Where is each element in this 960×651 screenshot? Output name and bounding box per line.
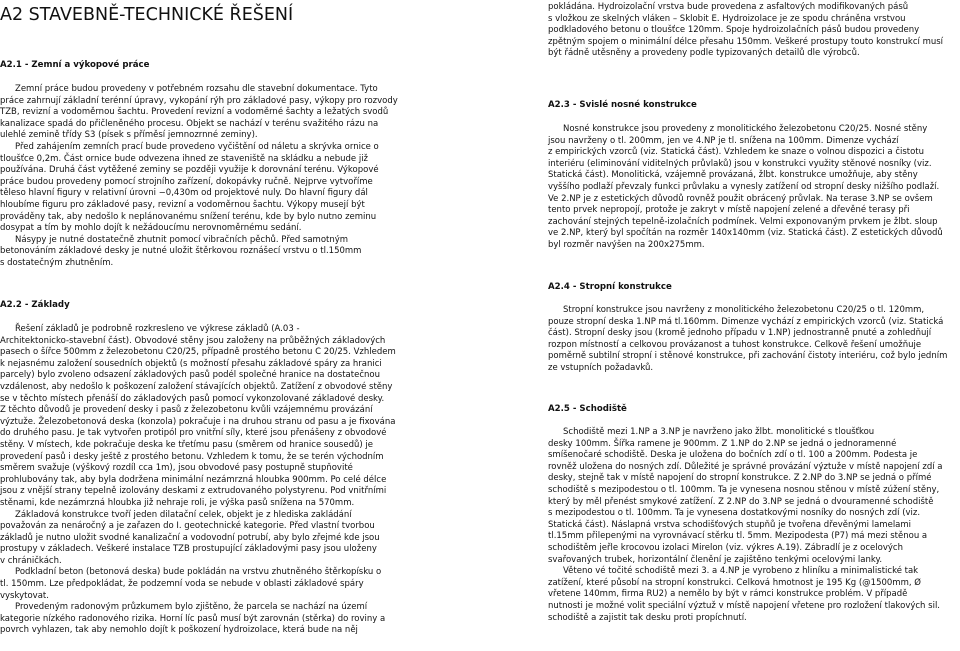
text-line: Architektonicko-stavební část). Obvodové stěny jsou založeny na průběžných základových (0, 335, 386, 346)
text-line: svařovaných trubek, horizontální členění je zajištěno tenkými ocelovými lanky. (548, 554, 883, 565)
text-line: stěnami, kde nezámrzná hloubka již nehraje roli, je výška pasů snížena na 570mm. (0, 497, 355, 508)
text-line: zpětným spojem o minimální délce přesahu 150mm. Veškeré prostupy touto konstrukcí musí (548, 36, 944, 47)
text-line: jsou navrženy o tl. 200mm, jen ve 4.NP je tl. snížena na 100mm. Dimenze vychází (548, 135, 899, 146)
text-line: povrch vyhlazen, tak aby nemohlo dojít k poškození hydroizolace, která bude na něj (0, 625, 358, 636)
text-line: s mezipodestou o tl. 100mm. Ta je vynesena dostatkovými nosníky do nosných zdí (viz. (548, 508, 921, 519)
text-line: kategorie nízkého radonového rizika. Horní líc pasů musí být zarovnán (stěrka) do roviny a (0, 613, 386, 624)
section-heading-stropni-konstrukce: A2.4 - Stropní konstrukce (548, 282, 672, 292)
text-line: s dostatečným zhutněním. (0, 257, 114, 268)
text-line: podkladového betonu o tloušťce 120mm. Spoje hydroizolačních pásů budou provedeny (548, 25, 920, 36)
text-line: práce budou provedeny pomocí strojního zařízení, dokopávky ručně. Nejprve vytvoříme (0, 176, 373, 187)
text-line: těleso hlavní figury v relativní úrovni −0,430m od projektové nuly. Do hlavní figury dál (0, 188, 368, 199)
text-line: vřetene 140mm, firma RU2) a nemělo by být v rámci konstrukce problém. V případě (548, 589, 908, 600)
text-line: desky, stejně tak v místě napojení do stropní konstrukce. Z 2.NP do 3.NP se jedná o přímé (548, 473, 932, 484)
section-heading-zemni-prace: A2.1 - Zemní a výkopové práce (0, 60, 150, 70)
text-line: prováděny tak, aby nedošlo k neplánovanému snížení terénu, kde by bylo nutno zeminu (0, 211, 377, 222)
section-text-schodiste (548, 427, 942, 624)
text-line: smíšenočaré schodiště. Deska je uložena do bočních zdí o tl. 100 a 200mm. Podesta je (548, 450, 918, 461)
text-line: výztuže. Železobetonová deska (konzola) pokračuje i na druhou stranu od pasu a je fixována (0, 416, 396, 427)
text-line: tloušťce 0,2m. Část ornice bude odvezena ihned ze staveniště na skládku a nebude již (0, 153, 369, 164)
text-line: interiéru (eliminování viditelných průvlaků) jsou v konstrukci využity stěnové nosníky (viz. (548, 158, 932, 169)
section-heading-svisle-konstrukce: A2.3 - Svislé nosné konstrukce (548, 100, 697, 110)
text-line: Ve 2.NP je z estetických důvodů rovněž použit obrácený průvlak. Na terase 3.NP se ovšem (548, 193, 933, 204)
text-line: Provedeným radonovým průzkumem bylo zjištěno, že parcela se nachází na území (15, 602, 368, 613)
text-line: Před zahájením zemních prací bude provedeno vyčištění od náletu a skrývka ornice o (15, 141, 379, 152)
text-line: ve 2.NP, který byl spočítán na rozměr 140x140mm (viz. Statická část). Z estetických důvodů (548, 228, 943, 239)
text-line: Násypy je nutné dostatečně zhutnit pomocí vibračních pěchů. Před samotným (15, 234, 349, 245)
text-line: Statická část). Monolitická, vzájemně provázaná, žlbt. konstrukce umožňuje, aby stěny (548, 170, 918, 181)
section-text-zaklady (0, 324, 396, 637)
text-line: tento prvek nepropojí, protože je zakryt v místě napojení zelené a dřevěné terasy při (548, 205, 910, 216)
section-text-hydroizolace (548, 2, 943, 60)
text-line: který by měl přenést smykové zatížení. Z 2.NP do 3.NP se jedná o dvouramenné schodiště (548, 496, 934, 507)
text-line: dosypat a tím by mohlo dojít k nežádoucímu nerovnoměrnému sedání. (0, 223, 302, 234)
text-line: jsou z vnější strany tepelně izolovány deskami z extrudovaného polystyrenu. Pod vnitřními (0, 486, 387, 497)
section-heading-schodiste: A2.5 - Schodiště (548, 404, 627, 414)
text-line: ze vstupních požadavků. (548, 362, 654, 373)
text-line: část). Stropní desky jsou (kromě jednoho případu v 1.NP) jednostranně pnuté a zohledňují (548, 328, 932, 339)
text-line: Věteno vé točité schodiště mezi 3. a 4.NP je vyrobeno z hliníku a minimalistické tak (563, 566, 919, 577)
text-line: schodištěm jeřle krocovou izolaci Mirelon (viz. výkres A.19). Zábradlí je z ocelových (548, 542, 903, 553)
text-line: schodiště s mezipodestou o tl. 100mm. Ta je vynesena nosnou stěnou v místě zúžení stěny, (548, 484, 940, 495)
text-line: pokládána. Hydroizolační vrstva bude provedena z asfaltových modifikovaných pásů (548, 2, 909, 12)
text-line: nutnosti je možné volit speciální výztuž v místě napojení vřetene pro rozložení tlakových sil. (548, 600, 941, 611)
text-line: Nosné konstrukce jsou provedeny z monolitického železobetonu C20/25. Nosné stěny (563, 124, 928, 134)
text-line: základů je nutno uložit svodné kanalizační a vodovodní potrubí, aby bylo zřejmé kde jsou (0, 532, 380, 543)
text-line: rovněž uložena do nosných zdí. Důležité je správné provázání výztuže v místě napojení zdí a (548, 461, 943, 472)
text-line: tl. 150mm. Lze předpokládat, že podzemní voda se nebude v oblasti základové spáry (0, 579, 364, 590)
page-title: A2 STAVEBNĚ-TECHNICKÉ ŘEŠENÍ (0, 5, 294, 25)
text-line: Zemní práce budou provedeny v potřebném rozsahu dle stavební dokumentace. Tyto (15, 84, 378, 94)
text-line: z empirických vzorců (viz. Statická část). Vzhledem ke snaze o volnou dispozici a čistotu (548, 147, 925, 158)
text-line: Z těchto důvodů je provedení desky i pasů z železobetonu kvůli vzájemnému provázání (0, 405, 373, 416)
section-text-stropni-konstrukce (548, 305, 947, 375)
text-line: s vložkou ze skelných vláken – Sklobit E. Hydroizolace je ze spodu chráněna vrstvou (548, 13, 906, 24)
text-line: desky 100mm. Šířka ramene je 900mm. Z 1.NP do 2.NP se jedná o jednoramenné (548, 438, 897, 449)
text-line: pouze stropní deska 1.NP má tl.160mm. Dimenze vychází z empirických vzorců (viz. Statická (548, 316, 944, 327)
text-line: vzdálenost, aby nedošlo k poškození založení stávajících objektů. Zatížení z obvodové stěny (0, 381, 393, 392)
text-line: schodiště a zajistit tak desku proti propíchnutí. (548, 612, 747, 623)
text-line: ulehlé zemině třídy S3 (písek s příměsí jemnozrnné zeminy). (0, 130, 258, 141)
text-line: pasech o šířce 500mm z železobetonu C20/25, případně prostého betonu C 20/25. Vzhledem (0, 347, 396, 358)
text-line: se v těchto místech přenáší do základových pasů pomocí vykonzolované základové desky. (0, 393, 385, 404)
text-line: provedení pasů i desky ještě z prostého betonu. Vzhledem k tomu, že se terén východním (0, 451, 384, 462)
text-line: Řešení základů je podrobně rozkresleno ve výkrese základů (A.03 - (15, 324, 300, 334)
text-line: TZB, revizní a vodoměrnou šachtu. Provedení revizní a vodoměrné šachty a ležatých svodů (0, 107, 389, 118)
text-line: používána. Druhá část vytěžené zeminy se později využije k dorovnání terénu. Výkopové (0, 165, 379, 176)
section-text-zemni-prace (0, 84, 398, 270)
text-line: prostupy v základech. Veškeré instalace TZB prostupující základovými pasy jsou uloženy (0, 544, 377, 555)
text-line: byl rozměr navýšen na 200x275mm. (548, 239, 705, 250)
text-line: betonováním základové desky je nutné uložit štěrkovou roznášecí vrstvu o tl.150mm (0, 246, 362, 257)
text-line: práce zahrnují základní terénní úpravy, vykopání rýh pro základové pasy, výkopy pro rozvody (0, 95, 398, 106)
text-line: být řádně utěsněny a provedeny podle typizovaných detailů dle výrobců. (548, 48, 860, 59)
text-line: parcely) bylo zvoleno odsazení základových pasů podél společné hranice na dostatečnou (0, 370, 380, 381)
text-line: poměrně subtilní stropní i stěnové konstrukce, při zachování čistoty interiéru, což bylo jedním (548, 351, 948, 362)
text-line: Stropní konstrukce jsou navrženy z monolitického železobetonu C20/25 o tl. 120mm, (563, 305, 925, 315)
text-line: zachování stejných tepelně-izolačních podmínek. Velmi exponovaným prvkem je žlbt. sloup (548, 216, 938, 227)
text-line: kanalizace spadá do přičleněného procesu. Objekt se nachází v terénu svažitého rázu na (0, 118, 379, 129)
text-line: Statická část). Náslapná vrstva schodišťových stupňů je tvořena dřevěnými lamelami (548, 519, 912, 530)
section-text-svisle-konstrukce (548, 124, 943, 252)
text-line: Schodiště mezi 1.NP a 3.NP je navrženo jako žlbt. monolitické s tloušťkou (563, 427, 875, 437)
text-line: k nejasnému založení sousedních objektů (s možností přesahu základové spáry za hranici (0, 358, 382, 369)
text-line: tl.15mm přilepenými na vyrovnávací stěrku tl. 5mm. Mezipodesta (P7) má mezi stěnou a (548, 531, 928, 542)
text-line: zatížení, které působí na stropní konstrukci. Celková hmotnost je 195 Kg (@1500mm, Ø (548, 577, 921, 588)
text-line: rozpon místností a celkovou provázanost a tuhost konstrukce. Celkově řešení umožňuje (548, 339, 922, 350)
text-line: stěny. V místech, kde pokračuje deska ke třetímu pasu (směrem od hranice sousedů) je (0, 439, 373, 450)
section-heading-zaklady: A2.2 - Základy (0, 300, 70, 310)
text-line: do druhého pasu. Je tak vytvořen protipól pro vnitřní síly, které jsou přenášeny z obvodové (0, 428, 387, 439)
text-line: považován za nenáročný a je zařazen do I. geotechnické kategorie. Před vlastní tvorbou (0, 521, 375, 532)
text-line: Podkladní beton (betonová deska) bude pokládán na vrstvu zhutněného štěrkopísku o (15, 567, 382, 578)
text-line: vyskytovat. (0, 590, 49, 601)
text-line: hloubíme figuru pro základové pasy, revizní a vodoměrnou šachtu. Výkopy musejí být (0, 199, 365, 210)
text-line: směrem svažuje (výškový rozdíl cca 1m), jsou obvodové pasy postupně stupňovité (0, 463, 353, 474)
text-line: prohlubovány tak, aby byla dodržena minimální nezámrzná hloubka 900mm. Po celé délce (0, 474, 387, 485)
text-line: Základová konstrukce tvoří jeden dilatační celek, objekt je z hlediska zakládání (15, 509, 352, 520)
text-line: v chráničkách. (0, 555, 62, 566)
text-line: vyššího podlaží převzaly funkci průvlaku a vynesly zatížení od stropní desky nižšího podlaží. (548, 181, 940, 192)
